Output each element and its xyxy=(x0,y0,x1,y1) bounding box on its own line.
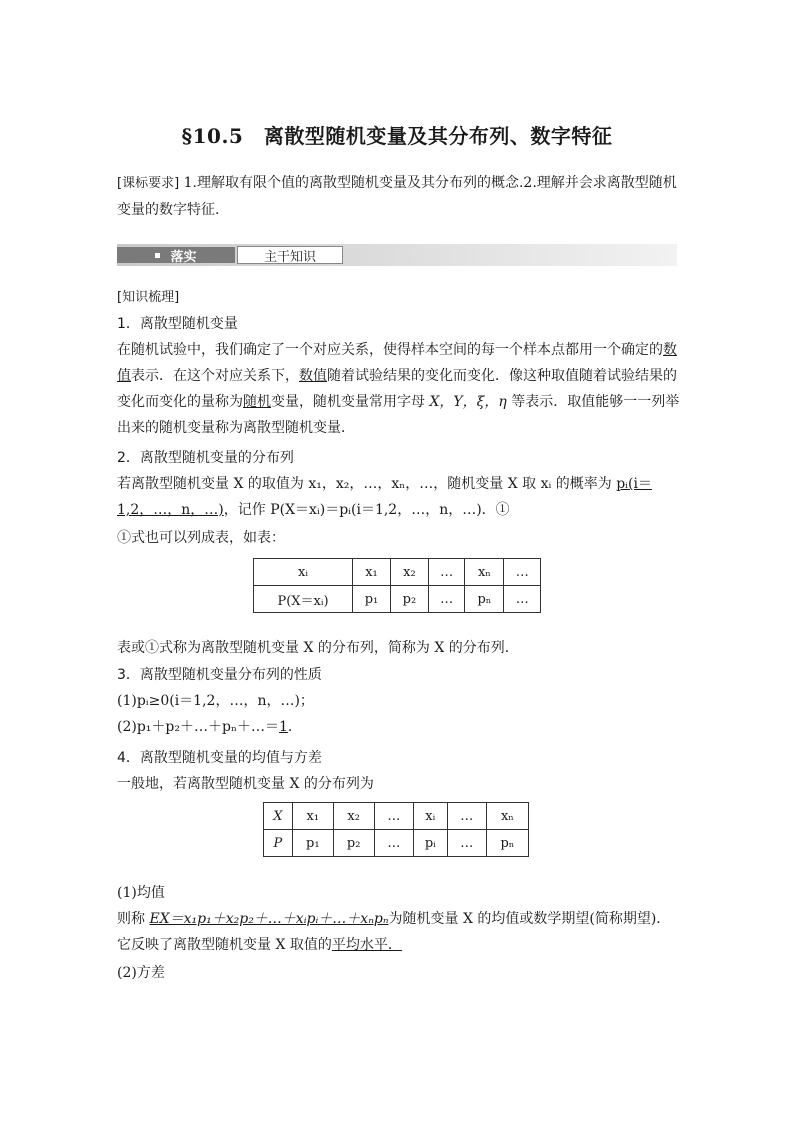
table-cell: p₁ xyxy=(353,586,391,613)
square-icon xyxy=(155,253,160,258)
table-cell: … xyxy=(428,559,465,586)
s4-mean-paragraph xyxy=(117,906,682,958)
table-cell: … xyxy=(447,830,486,857)
table-cell: … xyxy=(428,586,465,613)
table-cell: xᵢ xyxy=(414,803,448,830)
table-cell: X xyxy=(264,803,293,830)
table-cell: P(X＝xᵢ) xyxy=(254,586,353,613)
s2-conclusion: 表或①式称为离散型随机变量 X 的分布列，简称为 X 的分布列． xyxy=(117,640,519,656)
table-cell: x₁ xyxy=(292,803,333,830)
table-cell: … xyxy=(504,559,541,586)
table-cell: pₙ xyxy=(465,586,504,613)
distribution-table-2 xyxy=(263,802,529,857)
table-cell: xₙ xyxy=(486,803,528,830)
s2-paragraph xyxy=(117,471,682,523)
s3-line-2 xyxy=(117,714,682,740)
table-cell: p₂ xyxy=(333,830,374,857)
table-row xyxy=(254,559,541,586)
table-cell: … xyxy=(374,830,413,857)
section-banner xyxy=(117,244,677,266)
s3-heading: 3．离散型随机变量分布列的性质 xyxy=(117,667,322,683)
s1-text-a: 在随机试验中，我们确定了一个对应关系，使得样本空间的每一个样本点都用一个确定的 xyxy=(117,342,663,358)
s1-text-g: 变量，随机变量常用字母 xyxy=(271,394,425,410)
table-cell: P xyxy=(264,830,293,857)
table-cell: x₂ xyxy=(390,559,428,586)
table-cell: xₙ xyxy=(465,559,504,586)
s1-heading: 1．离散型随机变量 xyxy=(117,316,238,332)
table-row xyxy=(264,803,529,830)
page-title: §10.5 离散型随机变量及其分布列、数字特征 xyxy=(181,124,613,148)
banner-right xyxy=(237,246,343,264)
s2-text-c: ，记作 P(X＝xᵢ)＝pᵢ(i＝1,2，…，n，…)．① xyxy=(223,502,510,518)
requirements xyxy=(117,170,682,223)
table-cell: pᵢ xyxy=(414,830,448,857)
table-row xyxy=(264,830,529,857)
s1-blank-3: 随机 xyxy=(243,394,271,410)
s2-table-intro: ①式也可以列成表，如表： xyxy=(117,530,285,546)
s1-letters: X，Y，ξ，η xyxy=(425,394,512,410)
table-cell: xᵢ xyxy=(254,559,353,586)
requirements-text: 1.理解取有限个值的离散型随机变量及其分布列的概念.2.理解并会求离散型随机变量的数字特征. xyxy=(117,175,677,218)
requirements-tag: [课标要求] xyxy=(117,176,180,191)
table-cell: … xyxy=(374,803,413,830)
table-cell: x₂ xyxy=(333,803,374,830)
s2-heading: 2．离散型随机变量的分布列 xyxy=(117,450,294,466)
s1-text-i: 等表示．取值能够一一列举出来的随机变量称为离散型随机变量． xyxy=(117,394,680,436)
banner-right-label: 主干知识 xyxy=(263,249,316,265)
table-cell: p₁ xyxy=(292,830,333,857)
distribution-table-1 xyxy=(253,558,541,613)
s4-sub-mean: (1)均值 xyxy=(117,885,165,901)
s1-text-e: 随着试验结果的变化而变化．像这种取值随着试验结果的变化而变化的量称为 xyxy=(117,368,677,410)
mean-blank: 平均水平． xyxy=(331,937,402,953)
banner-left-label: 落实 xyxy=(170,249,197,265)
table-row xyxy=(254,586,541,613)
table-cell: … xyxy=(447,803,486,830)
table-cell: … xyxy=(504,586,541,613)
s1-blank-2: 数值 xyxy=(299,368,327,384)
s2-blank: pᵢ(i＝1,2，…，n，…) xyxy=(117,476,652,518)
table-cell: pₙ xyxy=(486,830,528,857)
section-tag: [知识梳理] xyxy=(117,290,180,305)
mean-formula: EX＝x₁p₁＋x₂p₂＋…＋xᵢpᵢ＋…＋xₙpₙ xyxy=(149,911,389,927)
banner-left xyxy=(117,247,235,263)
s1-blank-1: 数值 xyxy=(117,342,677,384)
s1-text-c: 表示．在这个对应关系下， xyxy=(131,368,299,384)
table-cell: p₂ xyxy=(390,586,428,613)
s4-heading: 4．离散型随机变量的均值与方差 xyxy=(117,750,322,766)
s2-text-a: 若离散型随机变量 X 的取值为 x₁，x₂，…，xₙ，…，随机变量 X 取 xᵢ 的概率为 xyxy=(117,476,617,492)
s1-paragraph xyxy=(117,337,682,441)
s3-line-1: (1)pᵢ≥0(i＝1,2，…，n，…)； xyxy=(117,693,314,709)
s4-sub-variance: (2)方差 xyxy=(117,965,165,981)
s3-text-a: (2)p₁＋p₂＋…＋pₙ＋…＝ xyxy=(117,719,279,735)
s3-text-c: . xyxy=(287,719,293,735)
mean-text-a: 则称 xyxy=(117,911,150,927)
table-cell: x₁ xyxy=(353,559,391,586)
s3-blank: 1 xyxy=(279,719,288,735)
mean-text-c: 为随机变量 X 的均值或数学期望(简称期望)．它反映了离散型随机变量 X 取值的 xyxy=(117,911,671,953)
s4-intro: 一般地，若离散型随机变量 X 的分布列为 xyxy=(117,776,374,792)
